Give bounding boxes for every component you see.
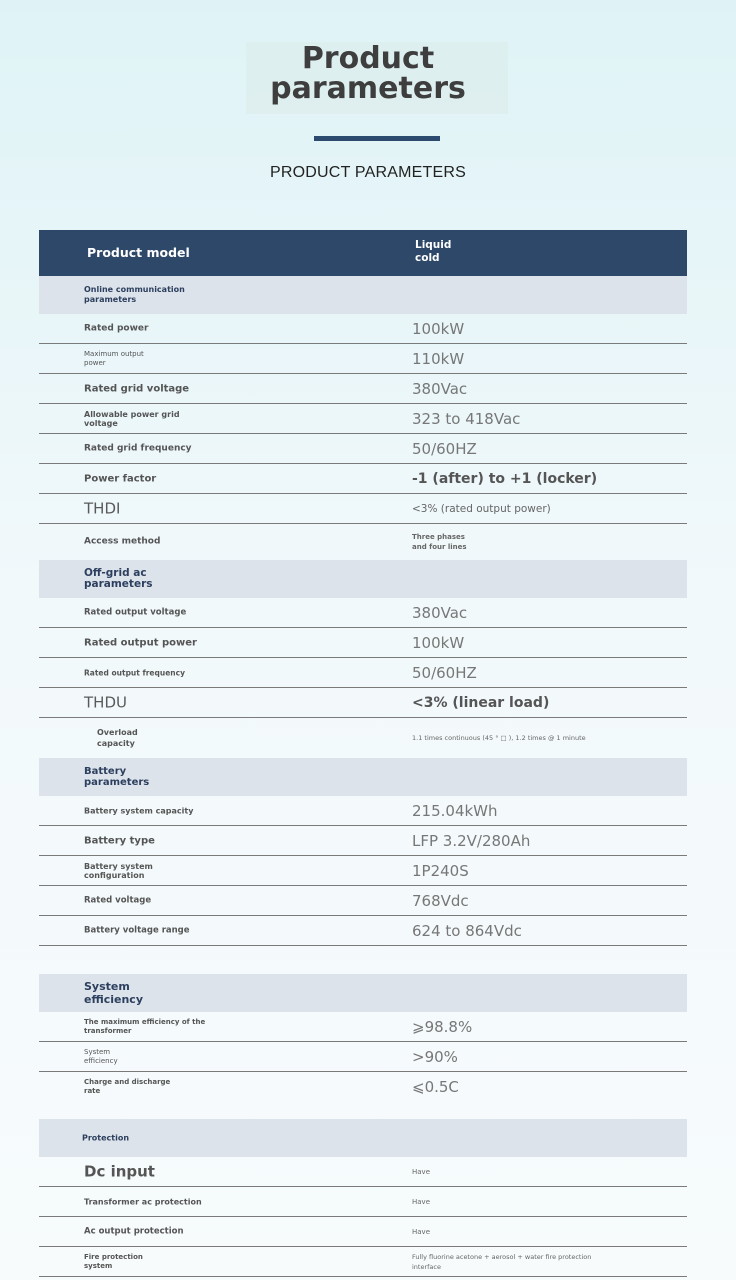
row-key: Rated voltage	[84, 895, 152, 905]
row-value: Have	[412, 1197, 431, 1206]
row-value: 624 to 864Vdc	[412, 921, 522, 940]
row-key: Transformer ac protection	[84, 1197, 202, 1206]
row-key: The maximum efficiency of the transformer	[84, 1017, 206, 1035]
row-key: Rated grid frequency	[84, 443, 192, 453]
row-key: Rated output voltage	[84, 607, 187, 617]
row-key: Access method	[84, 536, 161, 547]
row-key: Power factor	[84, 473, 157, 484]
row-value: Three phases and four lines	[412, 533, 467, 551]
row-key: Charge and discharge rate	[84, 1077, 171, 1095]
row-value: 110kW	[412, 349, 465, 368]
table-row	[39, 404, 687, 434]
row-value: <3% (linear load)	[412, 694, 550, 711]
header-liquid-cold: Liquid cold	[415, 239, 452, 264]
row-value: >90%	[412, 1047, 458, 1066]
table-row	[39, 464, 687, 494]
parameters-table	[39, 230, 687, 1277]
section-battery	[39, 758, 687, 796]
row-key: Battery system configuration	[84, 861, 153, 880]
row-key: Overload capacity	[97, 728, 138, 748]
row-key: THDU	[84, 693, 127, 711]
table-row	[39, 494, 687, 524]
table-row	[39, 688, 687, 718]
section-online-communication	[39, 276, 687, 314]
table-row	[39, 1072, 687, 1101]
row-value: Fully fluorine acetone + aerosol + water fire protection interface	[412, 1252, 592, 1271]
row-value: 1P240S	[412, 861, 469, 880]
section-label: Battery parameters	[84, 766, 150, 788]
row-key: Battery voltage range	[84, 925, 190, 935]
header-product-model: Product model	[87, 245, 190, 260]
row-key: Ac output protection	[84, 1226, 184, 1236]
row-value: Have	[412, 1167, 431, 1176]
table-row	[39, 796, 687, 826]
row-key: Rated output frequency	[84, 668, 185, 677]
section-label: System efficiency	[84, 980, 144, 1006]
table-row	[39, 1247, 687, 1277]
table-row	[39, 1217, 687, 1247]
section-system-efficiency	[39, 974, 687, 1012]
row-key: Maximum output power	[84, 349, 144, 367]
table-row	[39, 1042, 687, 1072]
row-value: Have	[412, 1227, 431, 1236]
title-underline	[314, 136, 440, 141]
row-value: LFP 3.2V/280Ah	[412, 831, 531, 850]
row-value: 380Vac	[412, 379, 468, 398]
table-row	[39, 524, 687, 560]
row-value: 215.04kWh	[412, 801, 498, 820]
table-row	[39, 718, 687, 758]
row-value: <3% (rated output power)	[412, 502, 551, 515]
table-row	[39, 1012, 687, 1042]
row-value: 100kW	[412, 319, 465, 338]
row-key: System efficiency	[84, 1047, 118, 1065]
table-row	[39, 628, 687, 658]
row-value: ⩽0.5C	[412, 1077, 459, 1096]
row-key: Rated output power	[84, 637, 197, 648]
row-value: 100kW	[412, 633, 465, 652]
table-row	[39, 856, 687, 886]
section-off-grid-ac	[39, 560, 687, 598]
table-row	[39, 374, 687, 404]
row-value: ⩾98.8%	[412, 1017, 473, 1036]
section-protection	[39, 1119, 687, 1157]
row-key: Dc input	[84, 1162, 155, 1180]
table-header	[39, 230, 687, 276]
row-value: 50/60HZ	[412, 439, 477, 458]
table-row	[39, 314, 687, 344]
row-key: Rated grid voltage	[84, 383, 190, 394]
row-key: Allowable power grid voltage	[84, 409, 180, 428]
table-row	[39, 434, 687, 464]
row-key: Battery type	[84, 835, 155, 846]
section-label: Online communication parameters	[84, 285, 185, 304]
table-row	[39, 1187, 687, 1217]
row-value: -1 (after) to +1 (locker)	[412, 470, 598, 487]
table-row	[39, 826, 687, 856]
row-key: THDI	[84, 499, 121, 517]
table-row	[39, 658, 687, 688]
row-value: 50/60HZ	[412, 663, 477, 682]
row-value: 1.1 times continuous (45 ° □ ), 1.2 times @ 1 minute	[412, 734, 586, 742]
table-row	[39, 886, 687, 916]
table-row	[39, 916, 687, 946]
section-label: Off-grid ac parameters	[84, 567, 153, 590]
table-row	[39, 1157, 687, 1187]
row-key: Battery system capacity	[84, 806, 194, 815]
table-row	[39, 598, 687, 628]
row-value: 768Vdc	[412, 891, 469, 910]
row-key: Rated power	[84, 323, 149, 333]
page-title: Product parameters	[270, 41, 466, 106]
page-subtitle: PRODUCT PARAMETERS	[270, 164, 466, 181]
row-value: 323 to 418Vac	[412, 409, 521, 428]
row-key: Fire protection system	[84, 1252, 143, 1270]
table-row	[39, 344, 687, 374]
row-value: 380Vac	[412, 603, 468, 622]
section-label: Protection	[82, 1133, 130, 1143]
